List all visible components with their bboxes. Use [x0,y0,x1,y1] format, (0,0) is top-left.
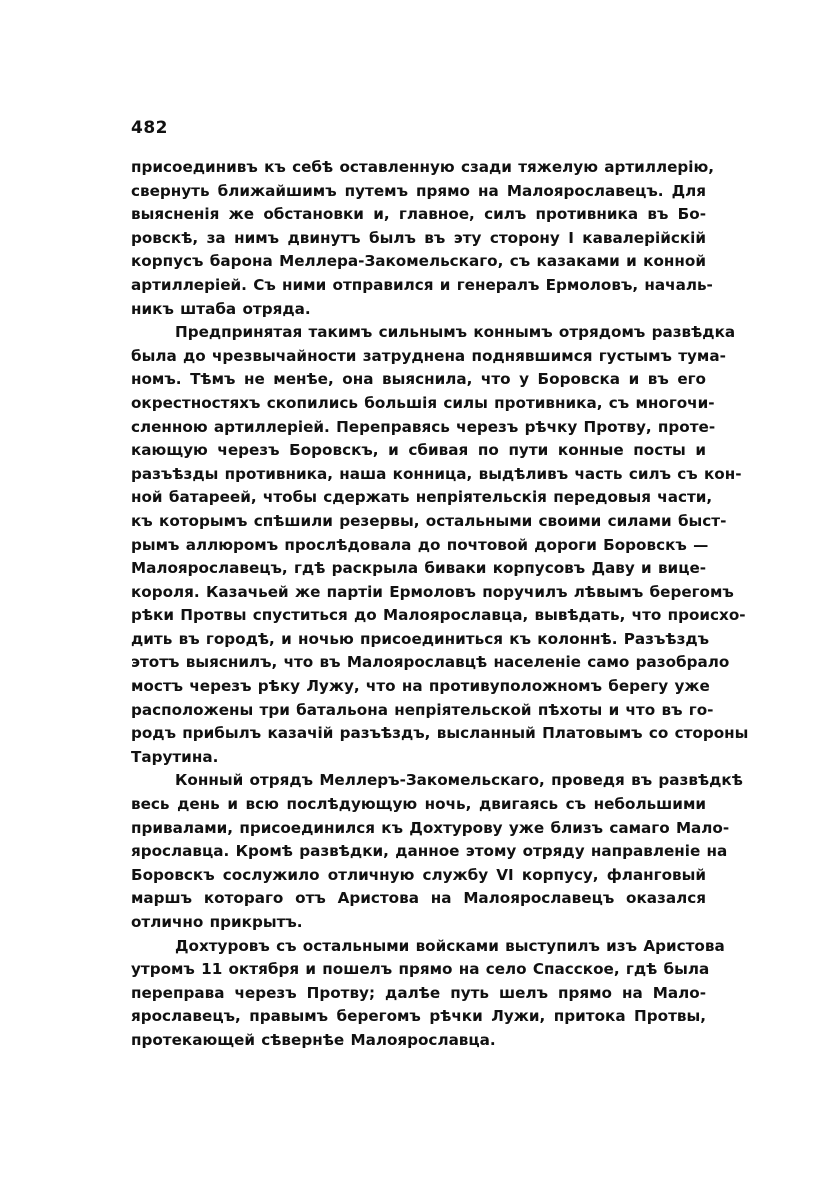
text-line: этотъ выяснилъ, что въ Малоярославцѣ населеніе само разобрало [131,653,730,672]
text-line: Малоярославецъ, гдѣ раскрыла биваки корпусовъ Даву и вице- [131,559,707,578]
paragraph-first-line: Предпринятая такимъ сильнымъ коннымъ отрядомъ развѣдка [175,323,736,342]
text-line: кающую черезъ Боровскъ, и сбивая по пути конные посты и [131,441,706,460]
text-line: присоединивъ къ себѣ оставленную сзади тяжелую артиллерію, [131,158,714,176]
text-line: протекающей сѣвернѣе Малоярославца. [131,1030,496,1049]
text-line: къ которымъ спѣшили резервы, остальными своими силами быст- [131,511,727,530]
text-line: маршъ котораго отъ Аристова на Малоярославецъ оказался [131,889,706,908]
text-line: была до чрезвычайности затруднена поднявшимся густымъ тума- [131,346,726,365]
text-line: корпусъ барона Меллера-Закомельскаго, съ казаками и конной [131,252,706,271]
text-line: утромъ 11 октября и пошелъ прямо на село Спасское, гдѣ была [131,960,710,979]
text-line: Тарутина. [131,747,219,766]
text-line: короля. Казачьей же партіи Ермоловъ поручилъ лѣвымъ берегомъ [131,582,734,601]
text-line: переправа черезъ Протву; далѣе путь шелъ прямо на Мало- [131,983,706,1002]
text-line: рѣки Протвы спуститься до Малоярославца, вывѣдать, что происхо- [131,606,746,625]
page-number: 482 [131,118,168,138]
text-line: свернуть ближайшимъ путемъ прямо на Малоярославецъ. Для [131,181,706,200]
text-line: рымъ аллюромъ прослѣдовала до почтовой дороги Боровскъ — [131,535,709,554]
body-text [131,156,749,1053]
text-line: номъ. Тѣмъ не менѣе, она выяснила, что у Боровска и въ его [131,370,706,389]
text-line: весь день и всю послѣдующую ночь, двигаясь съ небольшими [131,795,706,814]
text-line: родъ прибылъ казачій разъѣздъ, высланный Платовымъ со стороны [131,724,749,743]
text-line: Боровскъ сослужило отличную службу VI корпусу, фланговый [131,865,706,884]
text-line: выясненія же обстановки и, главное, силъ противника въ Бо- [131,205,706,224]
text-line: никъ штаба отряда. [131,299,311,318]
text-line: артиллеріей. Съ ними отправился и генералъ Ермоловъ, началь- [131,275,713,294]
text-line: дить въ городѣ, и ночью присоединиться къ колоннѣ. Разъѣздъ [131,629,710,648]
text-line: ной батареей, чтобы сдержать непріятельскія передовыя части, [131,488,713,507]
text-line: отлично прикрытъ. [131,913,303,931]
text-line: привалами, присоединился къ Дохтурову уже близъ самаго Мало- [131,818,730,837]
text-line: мостъ черезъ рѣку Лужу, что на противуположномъ берегу уже [131,677,710,696]
text-line: ярославецъ, правымъ берегомъ рѣчки Лужи, притока Протвы, [131,1007,706,1026]
paragraph-first-line: Дохтуровъ съ остальными войсками выступилъ изъ Аристова [175,936,725,955]
paragraph-first-line: Конный отрядъ Меллеръ-Закомельскаго, проведя въ развѣдкѣ [175,771,743,790]
text-line: разъѣзды противника, наша конница, выдѣливъ часть силъ съ кон- [131,464,742,483]
text-line: расположены три батальона непріятельской пѣхоты и что въ го- [131,700,714,719]
text-line: ярославца. Кромѣ развѣдки, данное этому отряду направленіе на [131,842,728,861]
text-line: сленною артиллеріей. Переправясь черезъ рѣчку Протву, проте- [131,417,716,436]
text-line: окрестностяхъ скопились большія силы противника, съ многочи- [131,393,715,412]
text-line: ровскѣ, за нимъ двинутъ былъ въ эту сторону I кавалерійскій [131,228,706,247]
